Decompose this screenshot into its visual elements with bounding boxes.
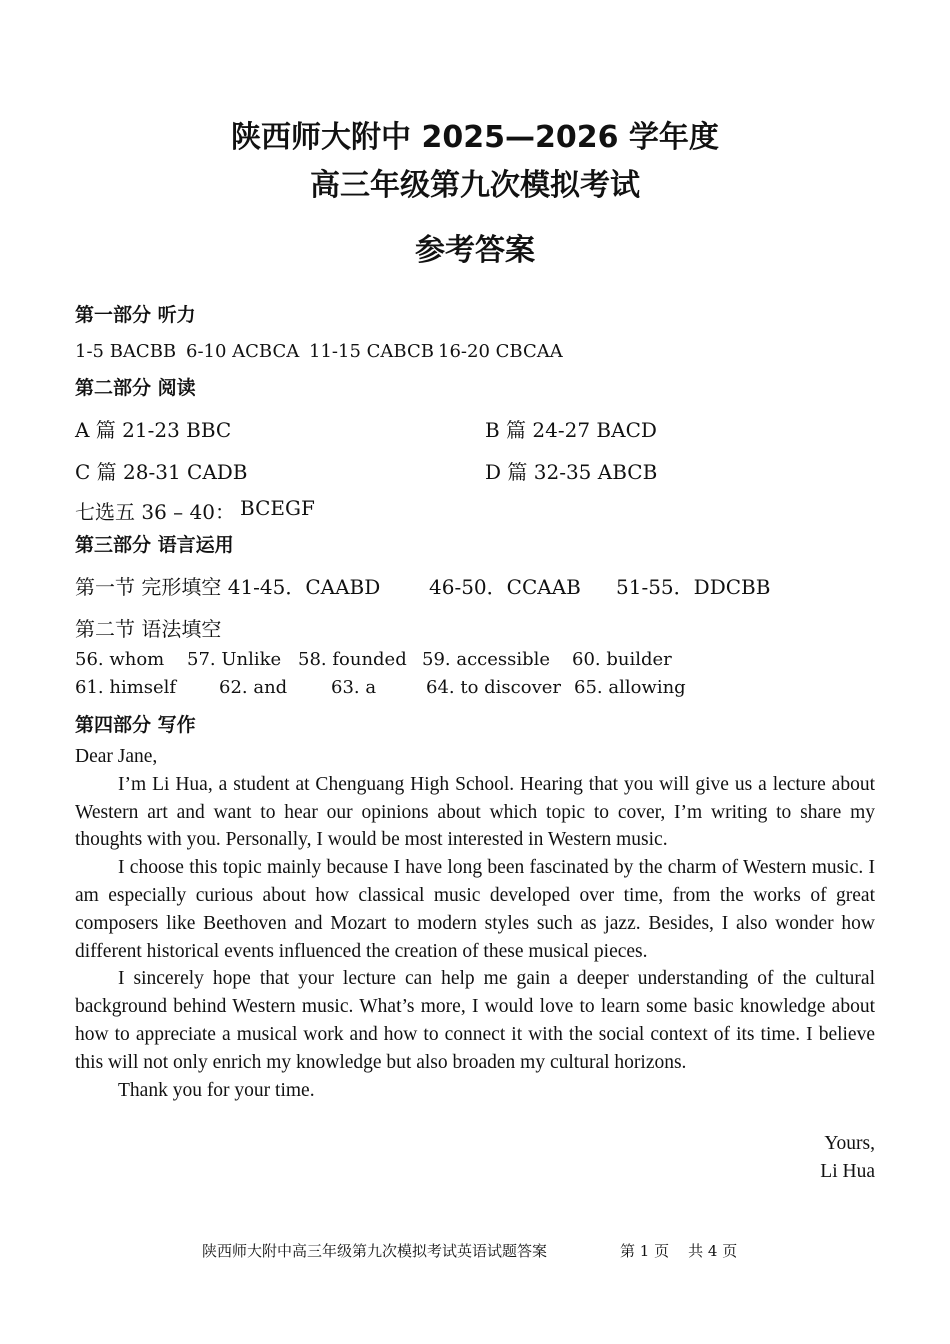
cloze-41-45: 第一节 完形填空 41-45．CAABD <box>75 575 381 599</box>
part1-answer: 1-5 BACBB <box>75 341 177 362</box>
grammar-answer: 56. whom <box>75 649 165 670</box>
cloze-51-55: 51-55．DDCBB <box>616 575 771 599</box>
reading-a: A 篇 21-23 BBC <box>75 418 232 442</box>
grammar-answer: 59. accessible <box>422 649 551 670</box>
essay-closing: Yours, <box>824 1133 875 1154</box>
grammar-heading: 第二节 语法填空 <box>75 617 222 641</box>
title-line-3: 参考答案 <box>415 233 535 268</box>
grammar-answer: 61. himself <box>75 677 177 698</box>
grammar-answer: 65. allowing <box>574 677 686 698</box>
part3-heading: 第三部分 语言运用 <box>75 534 234 556</box>
essay-paragraph: I sincerely hope that your lecture can help me gain a deeper understanding of the cultural background behind Western music. What’s more, I would love to learn some basic knowledge about how to appreciate a musical work and how to connect it with the social context of its time. I believe this will not only enrich my knowledge but also broaden my cultural horizons. <box>75 968 875 1073</box>
grammar-answer: 58. founded <box>298 649 407 670</box>
footer-doc-name: 陕西师大附中高三年级第九次模拟考试英语试题答案 <box>202 1242 548 1260</box>
essay-paragraph: I choose this topic mainly because I have long been fascinated by the charm of Western music. I am especially curious about how classical music developed over time, from the works of great composers like Beethoven and Mozart to modern styles such as jazz. Besides, I also wonder how different historical events influenced the creation of these musical pieces. <box>75 857 875 962</box>
part1-answer: 6-10 ACBCA <box>186 341 300 362</box>
reading-d: D 篇 32-35 ABCB <box>485 460 658 484</box>
footer-page-info: 第 1 页 共 4 页 <box>620 1242 738 1260</box>
part4-heading: 第四部分 写作 <box>75 714 196 736</box>
seven-choose-five-label: 七选五 36 – 40： <box>75 500 235 524</box>
essay-body <box>75 743 875 1104</box>
grammar-answer: 63. a <box>331 677 377 698</box>
reading-c: C 篇 28-31 CADB <box>75 460 248 484</box>
part1-answer: 11-15 CABCB <box>309 341 434 362</box>
part1-heading: 第一部分 听力 <box>75 304 196 326</box>
grammar-answer: 64. to discover <box>426 677 561 698</box>
reading-b: B 篇 24-27 BACD <box>485 418 657 442</box>
grammar-answer: 62. and <box>219 677 288 698</box>
cloze-46-50: 46-50．CCAAB <box>429 575 581 599</box>
grammar-answer: 60. builder <box>572 649 672 670</box>
grammar-answer: 57. Unlike <box>187 649 282 670</box>
title-line-1: 陕西师大附中 2025—2026 学年度 <box>231 120 719 155</box>
essay-paragraph: Thank you for your time. <box>118 1079 315 1101</box>
essay-salutation: Dear Jane, <box>75 746 158 767</box>
part2-heading: 第二部分 阅读 <box>75 377 196 399</box>
essay-signature: Li Hua <box>820 1161 875 1182</box>
essay-paragraph: I’m Li Hua, a student at Chenguang High School. Hearing that you will give us a lecture about Western art and want to hear our opinions about which topic to cover, I’m writing to share my thoughts with you. Personally, I would be most interested in Western music. <box>75 773 875 851</box>
part1-answer: 16-20 CBCAA <box>438 341 563 362</box>
title-line-2: 高三年级第九次模拟考试 <box>310 168 640 203</box>
seven-choose-five-answer: BCEGF <box>240 496 315 520</box>
